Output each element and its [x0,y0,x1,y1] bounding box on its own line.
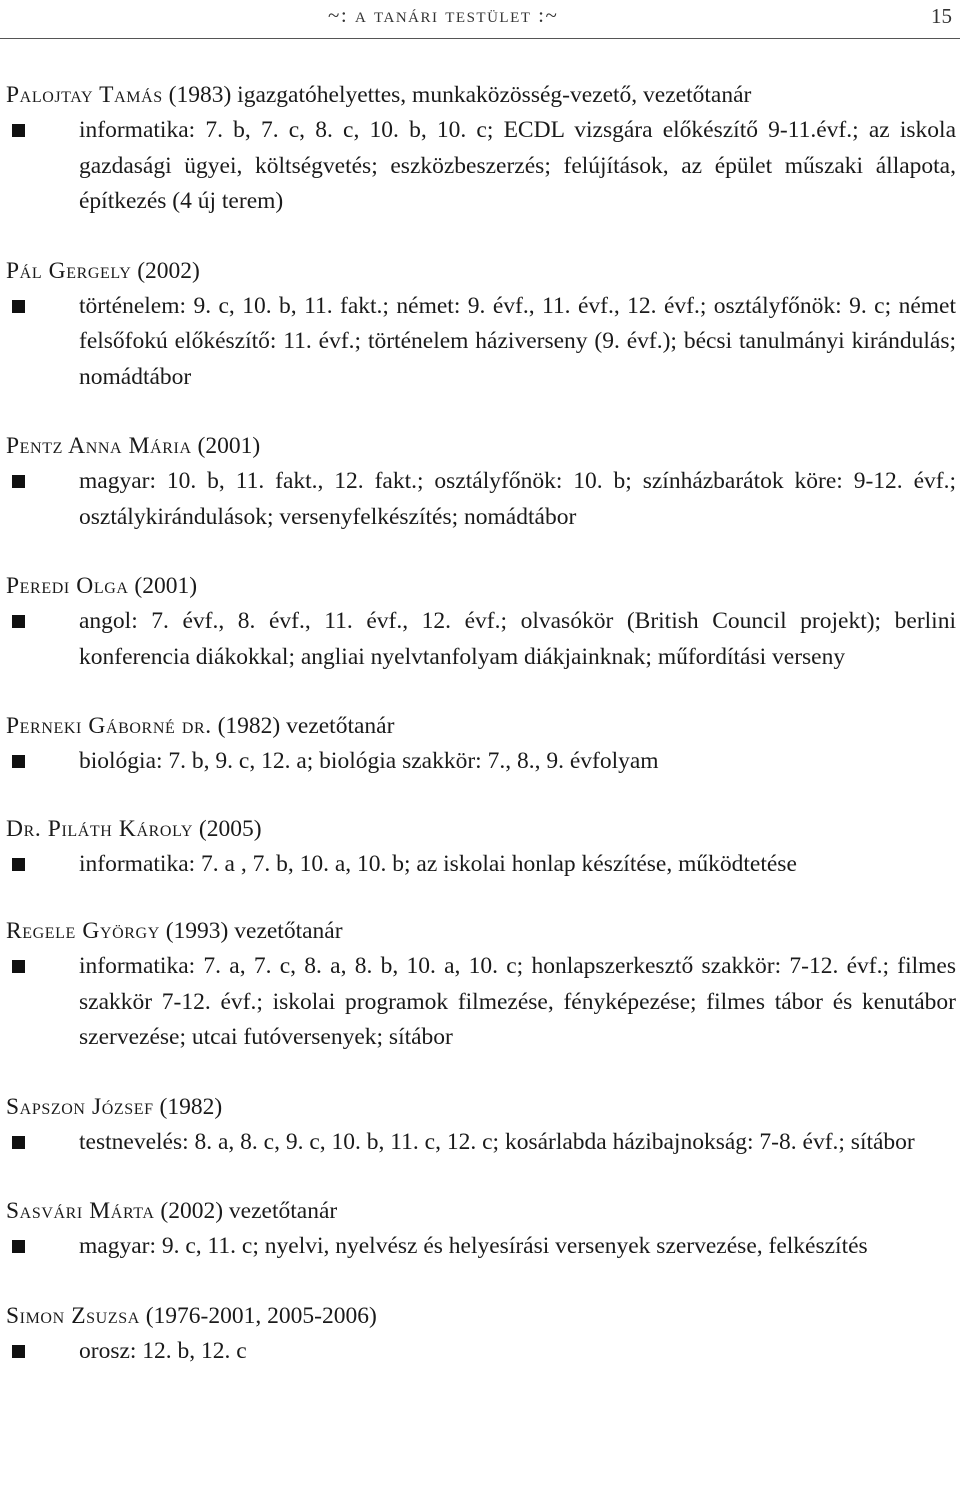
staff-entry [6,429,956,535]
staff-name: Palojtay Tamás [6,82,163,108]
entry-description [6,1125,956,1161]
staff-details: (2005) [198,815,262,842]
header-rule [0,38,960,39]
page-number: 15 [931,4,952,28]
staff-list [6,78,956,1403]
staff-name: Pentz Anna Mária [6,433,192,459]
entry-description [6,744,956,780]
staff-entry [6,569,956,675]
staff-entry [6,709,956,780]
square-bullet-icon [12,755,25,768]
staff-details: (1993) vezetőtanár [165,918,343,944]
entry-description [6,1334,956,1370]
entry-description [6,464,956,535]
staff-name: Simon Zsuzsa [6,1302,140,1329]
description-text: orosz: 12. b, 12. c [79,1337,247,1364]
description-text: angol: 7. évf., 8. évf., 11. évf., 12. évf.; olvasókör (British Council projekt); berlini konferencia diákokkal; angliai nyelvtanfolyam diákjainknak; műfordítási verseny [79,608,956,670]
entry-heading [6,812,956,847]
description-text: magyar: 10. b, 11. fakt., 12. fakt.; osztályfőnök: 10. b; színházbarátok köre: 9-12. évf.; osztálykirándulások; versenyfelkészítés; nomádtábor [79,468,956,530]
staff-entry [6,1299,956,1370]
staff-details: (1982) [159,1093,223,1120]
square-bullet-icon [12,1240,25,1253]
description-text: történelem: 9. c, 10. b, 11. fakt.; német: 9. évf., 11. évf., 12. évf.; osztályfőnök: 9. c; német felsőfokú előkészítő: 11. évf.; történelem háziverseny (9. évf.); bécsi tanulmányi kirándulás; nomádtábor [79,292,956,390]
square-bullet-icon [12,1345,25,1358]
square-bullet-icon [12,1136,25,1149]
staff-name: Dr. Piláth Károly [6,815,194,842]
square-bullet-icon [12,858,25,871]
staff-entry [6,78,956,220]
staff-details: (1983) igazgatóhelyettes, munkaközösség-vezető, vezetőtanár [168,82,752,108]
entry-heading [6,569,956,604]
staff-name: Pál Gergely [6,257,132,284]
square-bullet-icon [12,615,25,628]
entry-heading [6,1194,956,1229]
square-bullet-icon [12,124,25,137]
entry-heading [6,78,956,113]
staff-name: Sasvári Márta [6,1198,155,1224]
description-text: magyar: 9. c, 11. c; nyelvi, nyelvész és helyesírási versenyek szervezése, felkészítés [79,1233,868,1259]
staff-entry [6,1194,956,1265]
entry-heading [6,1299,956,1334]
staff-entry [6,254,956,396]
description-text: informatika: 7. b, 7. c, 8. c, 10. b, 10. c; ECDL vizsgára előkészítő 9-11.évf.; az iskola gazdasági ügyei, költségvetés; eszközbeszerzés; felújítások, az épület műszaki állapota, építkezés (4 új terem) [79,117,956,214]
square-bullet-icon [12,300,25,313]
staff-name: Perneki Gáborné dr. [6,713,212,739]
description-text: informatika: 7. a, 7. c, 8. a, 8. b, 10. a, 10. c; honlapszerkesztő szakkör: 7-12. évf.; filmes szakkör 7-12. évf.; iskolai programok filmezése, fényképezése; filmes tábor és kenutábor szervezése; utcai futóversenyek; sítábor [79,953,956,1050]
entry-description [6,1229,956,1265]
staff-name: Regele György [6,918,160,944]
staff-name: Peredi Olga [6,573,129,599]
staff-name: Sapszon József [6,1093,154,1120]
entry-description [6,113,956,220]
entry-heading [6,914,956,949]
description-text: biológia: 7. b, 9. c, 12. a; biológia szakkör: 7., 8., 9. évfolyam [79,748,659,774]
staff-details: (2001) [134,573,198,599]
staff-entry [6,812,956,883]
entry-heading [6,254,956,289]
entry-description [6,604,956,675]
staff-entry [6,914,956,1056]
staff-details: (2002) [137,257,200,284]
description-text: informatika: 7. a , 7. b, 10. a, 10. b; az iskolai honlap készítése, működtetése [79,850,797,877]
staff-details: (1976-2001, 2005-2006) [145,1302,377,1329]
staff-details: (2002) vezetőtanár [160,1198,338,1224]
square-bullet-icon [12,960,25,973]
square-bullet-icon [12,475,25,488]
staff-details: (1982) vezetőtanár [217,713,395,739]
staff-entry [6,1090,956,1161]
staff-details: (2001) [197,433,261,459]
page-header [0,0,960,36]
running-head: ~: a tanári testület :~ [328,3,559,27]
entry-heading [6,1090,956,1125]
entry-description [6,289,956,396]
entry-description [6,949,956,1056]
description-text: testnevelés: 8. a, 8. c, 9. c, 10. b, 11. c, 12. c; kosárlabda házibajnokság: 7-8. évf.; sítábor [79,1128,915,1155]
entry-heading [6,709,956,744]
entry-heading [6,429,956,464]
entry-description [6,847,956,883]
